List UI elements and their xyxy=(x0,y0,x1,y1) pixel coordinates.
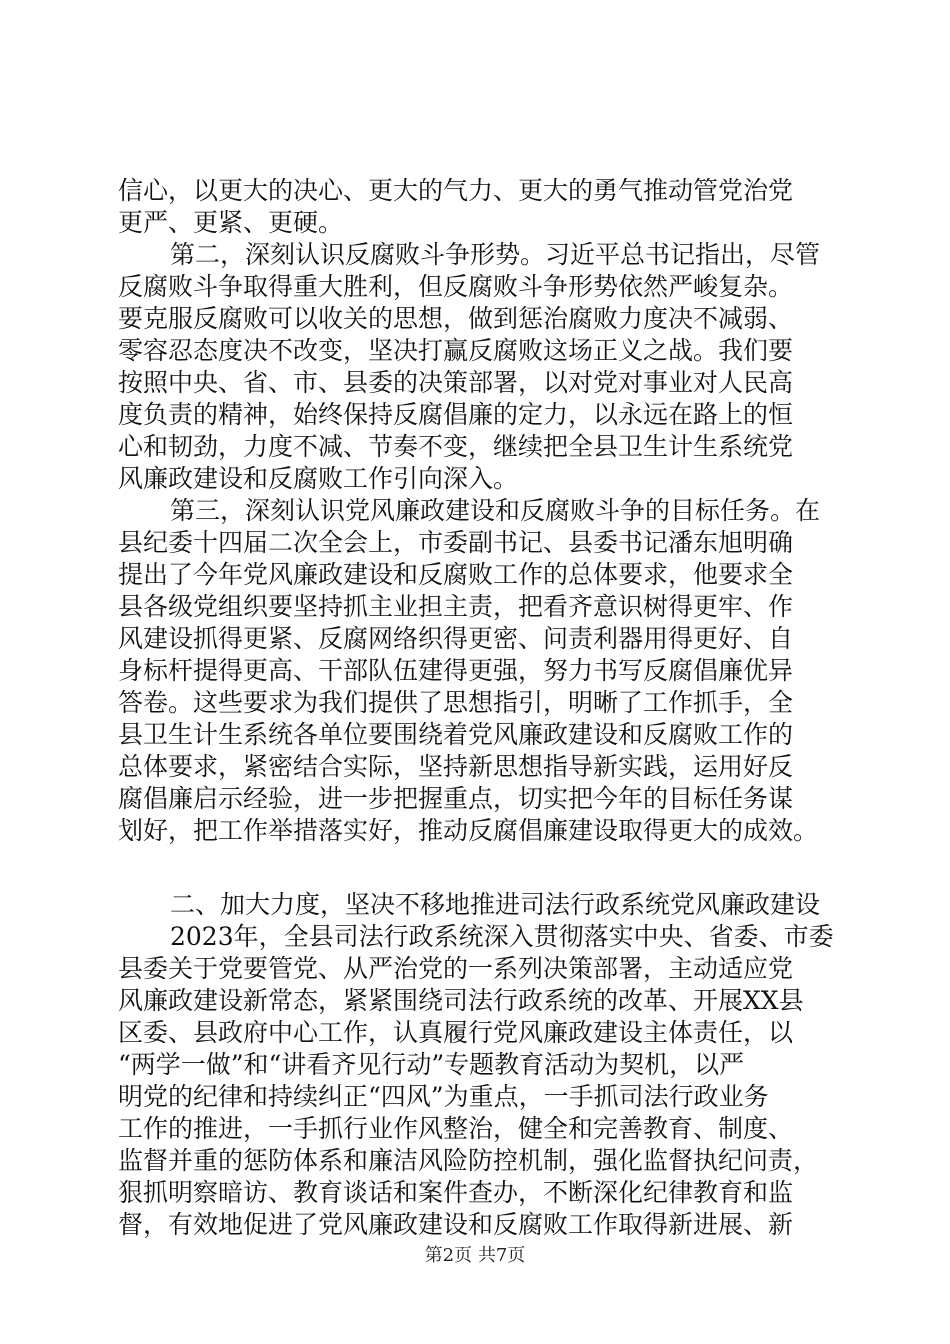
text-line: 工作的推进，一手抓行业作风整治，健全和完善教育、制度、 xyxy=(118,1114,794,1143)
text-line: 划好，把工作举措落实好，推动反腐倡廉建设取得更大的成效。 xyxy=(118,816,819,845)
text-line: 县委关于党要管党、从严治党的一系列决策部署，主动适应党 xyxy=(118,954,794,983)
text-line: 风廉政建设新常态，紧紧围绕司法行政系统的改革、开展XX县 xyxy=(118,986,804,1015)
document-body xyxy=(118,175,834,1241)
paragraph-spacer xyxy=(118,847,834,889)
text-line: 腐倡廉启示经验，进一步把握重点，切实把今年的目标任务谋 xyxy=(118,784,794,813)
page-footer: 第2页 共7页 xyxy=(424,1245,526,1266)
paragraph-first-line: 第二，深刻认识反腐败斗争形势。习近平总书记指出，尽管 xyxy=(170,240,821,269)
paragraph-first-line: 2023年，全县司法行政系统深入贯彻落实中央、省委、市委 xyxy=(170,922,834,951)
text-line: 更严、更紧、更硬。 xyxy=(118,208,344,237)
text-line: 答卷。这些要求为我们提供了思想指引，明晰了工作抓手，全 xyxy=(118,688,794,717)
paragraph-first-line: 第三，深刻认识党风廉政建设和反腐败斗争的目标任务。在 xyxy=(170,496,821,525)
section-heading: 二、加大力度，坚决不移地推进司法行政系统党风廉政建设 xyxy=(170,890,821,919)
text-line: 度负责的精神，始终保持反腐倡廉的定力，以永远在路上的恒 xyxy=(118,400,794,429)
text-line: 风建设抓得更紧、反腐网络织得更密、问责利器用得更好、自 xyxy=(118,624,794,653)
text-line: 按照中央、省、市、县委的决策部署，以对党对事业对人民高 xyxy=(118,368,794,397)
text-line: 区委、县政府中心工作，认真履行党风廉政建设主体责任，以 xyxy=(118,1018,794,1047)
text-line: “两学一做”和“讲看齐见行动”专题教育活动为契机，以严 xyxy=(118,1050,745,1079)
text-line: 要克服反腐败可以收关的思想，做到惩治腐败力度决不减弱、 xyxy=(118,304,794,333)
text-line: 总体要求，紧密结合实际，坚持新思想指导新实践，运用好反 xyxy=(118,752,794,781)
text-line: 风廉政建设和反腐败工作引向深入。 xyxy=(118,464,519,493)
text-line: 身标杆提得更高、干部队伍建得更强，努力书写反腐倡廉优异 xyxy=(118,656,794,685)
text-line: 督，有效地促进了党风廉政建设和反腐败工作取得新进展、新 xyxy=(118,1210,794,1239)
text-line: 县各级党组织要坚持抓主业担主责，把看齐意识树得更牢、作 xyxy=(118,592,794,621)
text-line: 心和韧劲，力度不减、节奏不变，继续把全县卫生计生系统党 xyxy=(118,432,794,461)
text-line: 县卫生计生系统各单位要围绕着党风廉政建设和反腐败工作的 xyxy=(118,720,794,749)
text-line: 零容忍态度决不改变，坚决打赢反腐败这场正义之战。我们要 xyxy=(118,336,794,365)
text-line: 县纪委十四届二次全会上，市委副书记、县委书记潘东旭明确 xyxy=(118,528,794,557)
text-line: 提出了今年党风廉政建设和反腐败工作的总体要求，他要求全 xyxy=(118,560,794,589)
text-line: 明党的纪律和持续纠正“四风”为重点，一手抓司法行政业务 xyxy=(118,1082,769,1111)
text-line: 反腐败斗争取得重大胜利，但反腐败斗争形势依然严峻复杂。 xyxy=(118,272,794,301)
text-line: 信心，以更大的决心、更大的气力、更大的勇气推动管党治党 xyxy=(118,176,794,205)
text-line: 狠抓明察暗访、教育谈话和案件查办，不断深化纪律教育和监 xyxy=(118,1178,794,1207)
text-line: 监督并重的惩防体系和廉洁风险防控机制，强化监督执纪问责， xyxy=(118,1146,819,1175)
